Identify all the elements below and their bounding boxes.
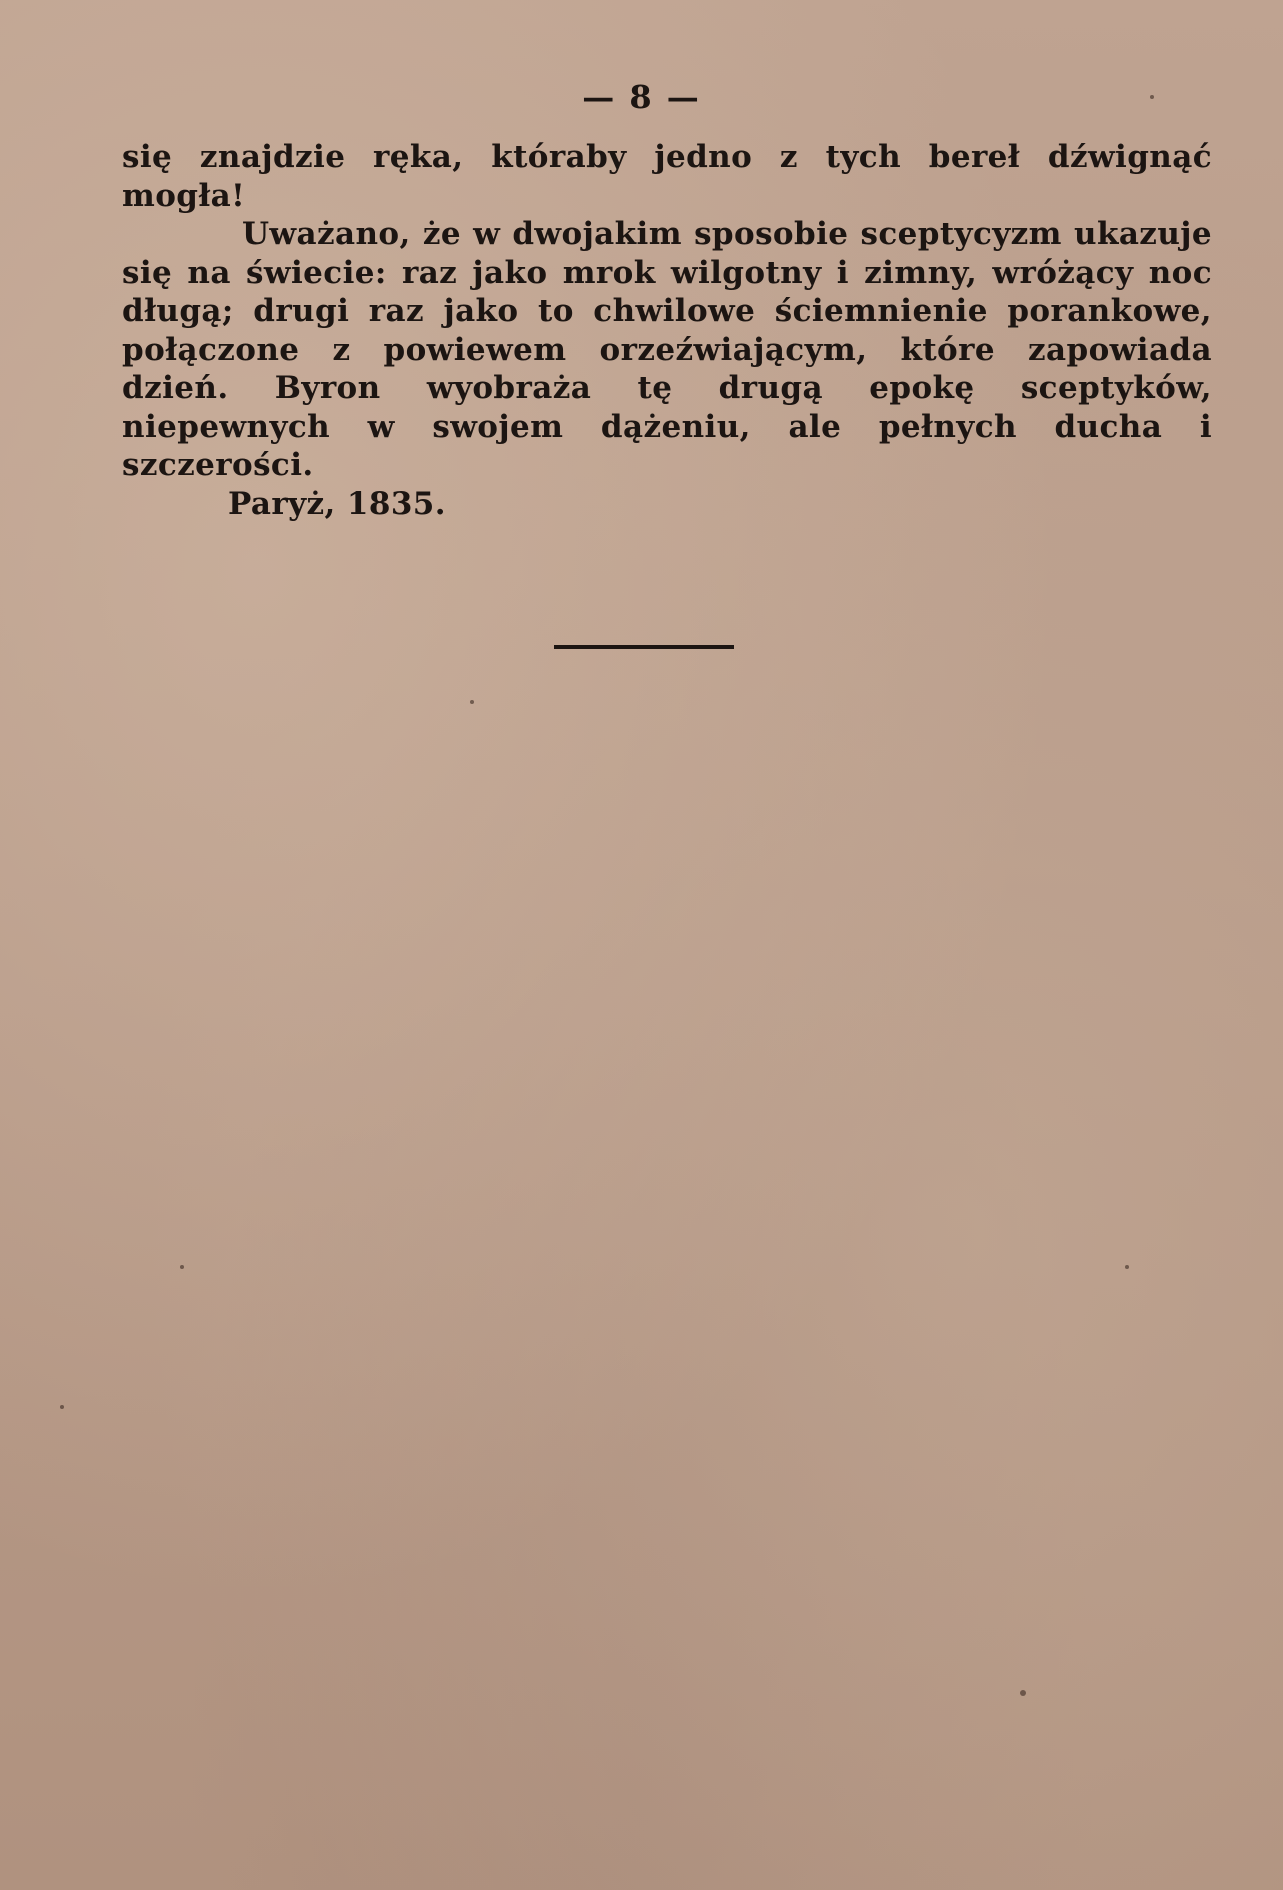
place-date-signature: Paryż, 1835. [228, 485, 446, 522]
page-number: — 8 — [582, 78, 701, 116]
paper-speck [1125, 1265, 1129, 1269]
paragraph-scepticism: Uważano, że w dwojakim sposobie sceptycyzm ukazuje się na świecie: raz jako mrok wilgotny i zimny, wróżący noc długą; drugi raz jako to chwilowe ściemnienie porankowe, połączone z powiewem orzeźwiającym, które zapowiada dzień. Byron wyobraża tę drugą epokę sceptyków, niepewnych w swojem dążeniu, ale pełnych ducha i szczerości. [122, 216, 1212, 483]
paper-speck [180, 1265, 184, 1269]
paragraph-continuation: się znajdzie ręka, któraby jedno z tych bereł dźwignąć mogła! [122, 139, 1212, 214]
body-text [122, 138, 1212, 523]
paper-speck [470, 700, 474, 704]
paper-speck [60, 1405, 64, 1409]
paper-speck [1020, 1690, 1026, 1696]
end-rule-divider [554, 645, 734, 649]
paper-speck [1150, 95, 1154, 99]
